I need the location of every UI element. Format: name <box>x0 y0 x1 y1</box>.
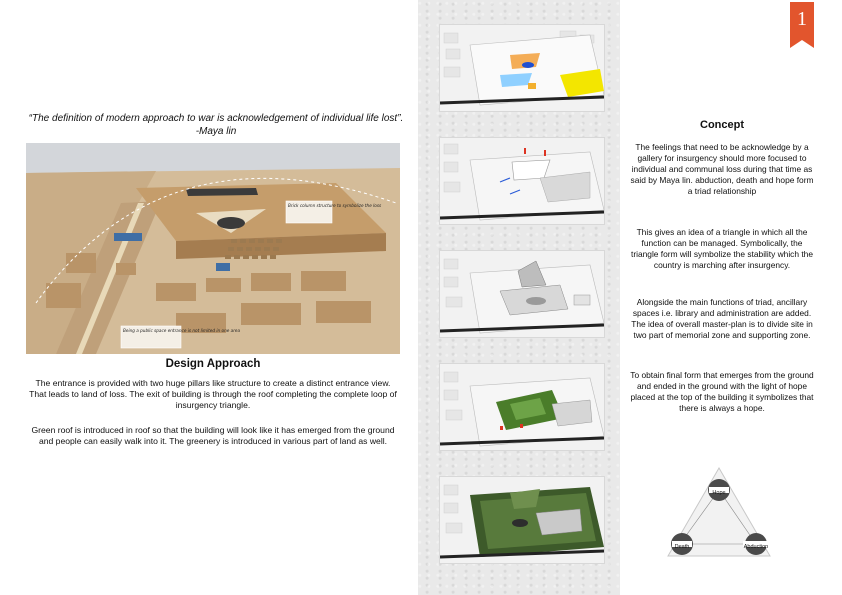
site-model-image <box>26 143 400 354</box>
concept-paragraph: Alongside the main functions of triad, ancillary spaces i.e. library and administration are added. The idea of overall master-plan is to divide site in two part of memorial zone and supporting zone. <box>631 297 813 340</box>
concept-paragraph: This gives an idea of a triangle in which all the function can be managed. Symbolically, the triangle form will symbolize the stability which the country is marching after insurgency. <box>631 227 813 270</box>
maya-lin-quote: “The definition of modern approach to war is acknowledgement of individual life lost”. -Maya lin <box>28 113 404 137</box>
triad-label-death: Death <box>674 544 690 550</box>
massing-step-3 <box>439 250 605 338</box>
massing-step-4 <box>439 363 605 451</box>
concept-paragraph: The feelings that need to be acknowledge by a gallery for insurgency should more focused to individual and communal loss during that time as said by Maya lin. abduction, death and hope form a triad relationship <box>630 142 814 196</box>
triad-diagram <box>664 464 774 560</box>
massing-evolution-strip <box>418 0 620 595</box>
massing-step-5 <box>439 476 605 564</box>
design-approach-paragraph: The entrance is provided with two huge pillars like structure to create a distinct entrance view. That leads to land of loss. The exit of building is through the roof completing the complete loop of insurgency triangle. <box>29 378 397 411</box>
site-model-drawing <box>26 143 400 354</box>
massing-step-1 <box>439 24 605 112</box>
page-number-badge <box>790 2 814 48</box>
triad-label-abduction: Abduction <box>743 544 769 550</box>
concept-paragraph: To obtain final form that emerges from the ground and ended in the ground with the light of hope placed at the top of the building it symbolizes that there is always a hope. <box>630 370 814 413</box>
annotation-public-entrance: Being a public space entrance is not limited in one area <box>123 328 241 333</box>
annotation-brick-column: Brick column structure to symbolize the loss <box>288 203 382 208</box>
concept-heading: Concept <box>700 119 744 131</box>
massing-step-2 <box>439 137 605 225</box>
design-approach-paragraph: Green roof is introduced in roof so that the building will look like it has emerged from the ground and people can easily walk into it. The greenery is introduced in various part of land as well. <box>31 425 395 447</box>
triad-label-hope: Hope <box>712 490 726 496</box>
page-number: 1 <box>797 8 807 30</box>
design-approach-heading: Design Approach <box>165 358 261 370</box>
